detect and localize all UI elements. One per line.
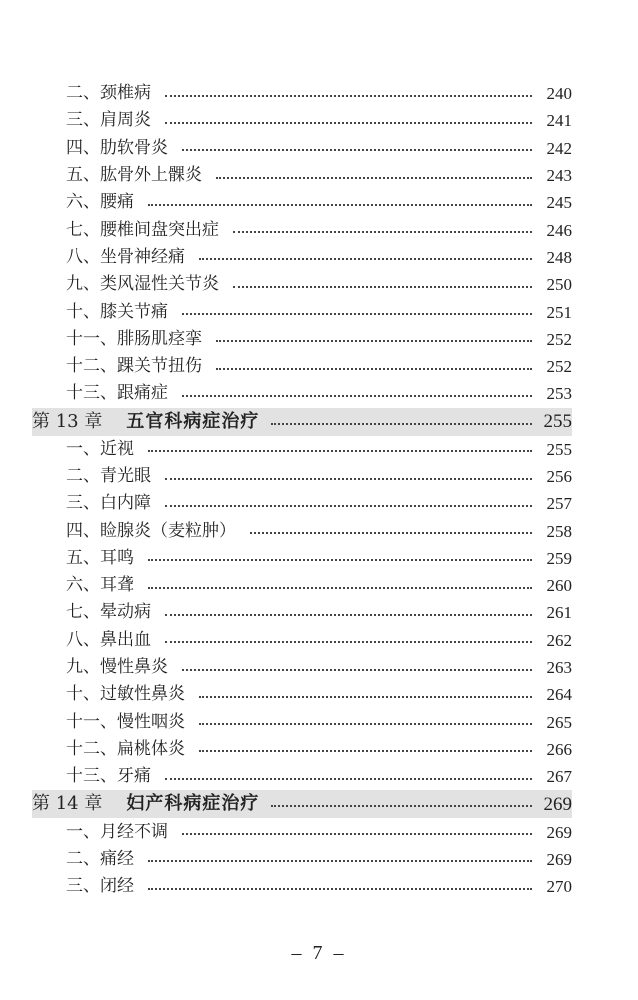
page-reference: 252 [546, 329, 572, 349]
toc-entry [32, 80, 572, 107]
entry-title: 六、腰痛 [66, 192, 134, 213]
dot-leader [199, 723, 532, 725]
toc-entry [32, 271, 572, 298]
toc-entry [32, 298, 572, 325]
page-reference: 253 [546, 384, 572, 404]
toc-entry [32, 818, 572, 845]
entry-title: 九、慢性鼻炎 [66, 657, 168, 678]
dot-leader [182, 313, 532, 315]
dot-leader [199, 258, 532, 260]
toc-entry [32, 709, 572, 736]
toc-entry [32, 436, 572, 463]
dot-leader [233, 286, 532, 288]
table-of-contents [32, 80, 572, 900]
toc-entry [32, 380, 572, 407]
page-reference: 260 [546, 576, 572, 596]
entry-title: 四、睑腺炎（麦粒肿） [66, 520, 236, 541]
toc-entry [32, 763, 572, 790]
dot-leader [165, 778, 532, 780]
entry-title: 十、膝关节痛 [66, 301, 168, 322]
entry-title: 二、颈椎病 [66, 83, 151, 104]
dot-leader [233, 231, 532, 233]
page-reference: 242 [546, 138, 572, 158]
entry-title: 十二、扁桃体炎 [66, 738, 185, 759]
page-reference: 270 [546, 877, 572, 897]
page-reference: 250 [546, 275, 572, 295]
page-reference: 266 [546, 739, 572, 759]
toc-entry [32, 162, 572, 189]
page-reference: 262 [546, 630, 572, 650]
toc-entry [32, 599, 572, 626]
toc-entry [32, 736, 572, 763]
toc-entry [32, 545, 572, 572]
page-reference: 267 [546, 767, 572, 787]
dot-leader [182, 149, 532, 151]
toc-entry [32, 107, 572, 134]
toc-entry [32, 135, 572, 162]
page-reference: 255 [546, 439, 572, 459]
chapter-title: 五官科病症治疗 [126, 410, 260, 432]
entry-title: 七、晕动病 [66, 602, 151, 623]
entry-title: 十一、腓肠肌痉挛 [66, 328, 202, 349]
entry-title: 九、类风湿性关节炎 [66, 274, 219, 295]
entry-title: 四、肋软骨炎 [66, 137, 168, 158]
toc-entry [32, 463, 572, 490]
dot-leader [165, 505, 532, 507]
toc-entry [32, 326, 572, 353]
page-reference: 251 [546, 302, 572, 322]
page-reference: 261 [546, 603, 572, 623]
dot-leader [271, 423, 532, 425]
toc-entry [32, 517, 572, 544]
dot-leader [165, 641, 532, 643]
dot-leader [148, 559, 532, 561]
page-reference: 265 [546, 712, 572, 732]
chapter-number: 第 13 章 [32, 410, 103, 432]
toc-entry [32, 627, 572, 654]
toc-entry [32, 654, 572, 681]
entry-title: 一、近视 [66, 438, 134, 459]
toc-entry [32, 846, 572, 873]
dot-leader [199, 750, 532, 752]
page-reference: 264 [546, 685, 572, 705]
dot-leader [216, 177, 532, 179]
entry-title: 五、耳鸣 [66, 547, 134, 568]
entry-title: 八、鼻出血 [66, 629, 151, 650]
dot-leader [182, 395, 532, 397]
dot-leader [165, 478, 532, 480]
toc-chapter-heading [32, 790, 572, 818]
entry-title: 三、白内障 [66, 493, 151, 514]
dot-leader [165, 614, 532, 616]
entry-title: 十一、慢性咽炎 [66, 711, 185, 732]
chapter-number: 第 14 章 [32, 793, 103, 815]
page-reference: 269 [546, 849, 572, 869]
page-reference: 252 [546, 357, 572, 377]
page-reference: 259 [546, 548, 572, 568]
toc-entry [32, 216, 572, 243]
entry-title: 七、腰椎间盘突出症 [66, 219, 219, 240]
page-reference: 257 [546, 494, 572, 514]
dot-leader [216, 368, 532, 370]
entry-title: 二、青光眼 [66, 466, 151, 486]
page-reference: 245 [546, 193, 572, 213]
entry-title: 十三、牙痛 [66, 766, 151, 787]
page-number: – 7 – [291, 942, 347, 964]
entry-title: 二、痛经 [66, 848, 134, 869]
page-reference: 246 [546, 220, 572, 240]
dot-leader [271, 805, 532, 807]
entry-title: 十二、踝关节扭伤 [66, 356, 202, 377]
dot-leader [199, 696, 532, 698]
dot-leader [148, 450, 532, 452]
entry-title: 十、过敏性鼻炎 [66, 684, 185, 705]
dot-leader [182, 669, 532, 671]
toc-entry [32, 244, 572, 271]
toc-entry [32, 572, 572, 599]
dot-leader [148, 587, 532, 589]
toc-entry [32, 490, 572, 517]
toc-entry [32, 189, 572, 216]
page-reference: 263 [546, 658, 572, 678]
dot-leader [165, 95, 532, 97]
toc-entry [32, 681, 572, 708]
page-reference: 241 [546, 111, 572, 131]
toc-entry [32, 353, 572, 380]
toc-chapter-heading [32, 408, 572, 436]
entry-title: 三、闭经 [66, 876, 134, 897]
dot-leader [250, 532, 532, 534]
entry-title: 六、耳聋 [66, 575, 134, 596]
entry-title: 八、坐骨神经痛 [66, 246, 185, 267]
page-reference: 269 [543, 793, 572, 815]
page-reference: 269 [546, 822, 572, 842]
dot-leader [182, 833, 532, 835]
dot-leader [216, 340, 532, 342]
entry-title: 十三、跟痛症 [66, 383, 168, 404]
page-reference: 240 [546, 84, 572, 104]
page-reference: 248 [546, 247, 572, 267]
dot-leader [165, 122, 532, 124]
page-reference: 243 [546, 166, 572, 186]
dot-leader [148, 860, 532, 862]
dot-leader [148, 888, 532, 890]
page-reference: 255 [543, 411, 572, 433]
entry-title: 五、肱骨外上髁炎 [66, 165, 202, 186]
entry-title: 三、肩周炎 [66, 110, 151, 131]
page-reference: 256 [546, 467, 572, 486]
dot-leader [148, 204, 532, 206]
page-reference: 258 [546, 521, 572, 541]
chapter-title: 妇产科病症治疗 [126, 793, 260, 815]
toc-entry [32, 873, 572, 900]
entry-title: 一、月经不调 [66, 821, 168, 842]
